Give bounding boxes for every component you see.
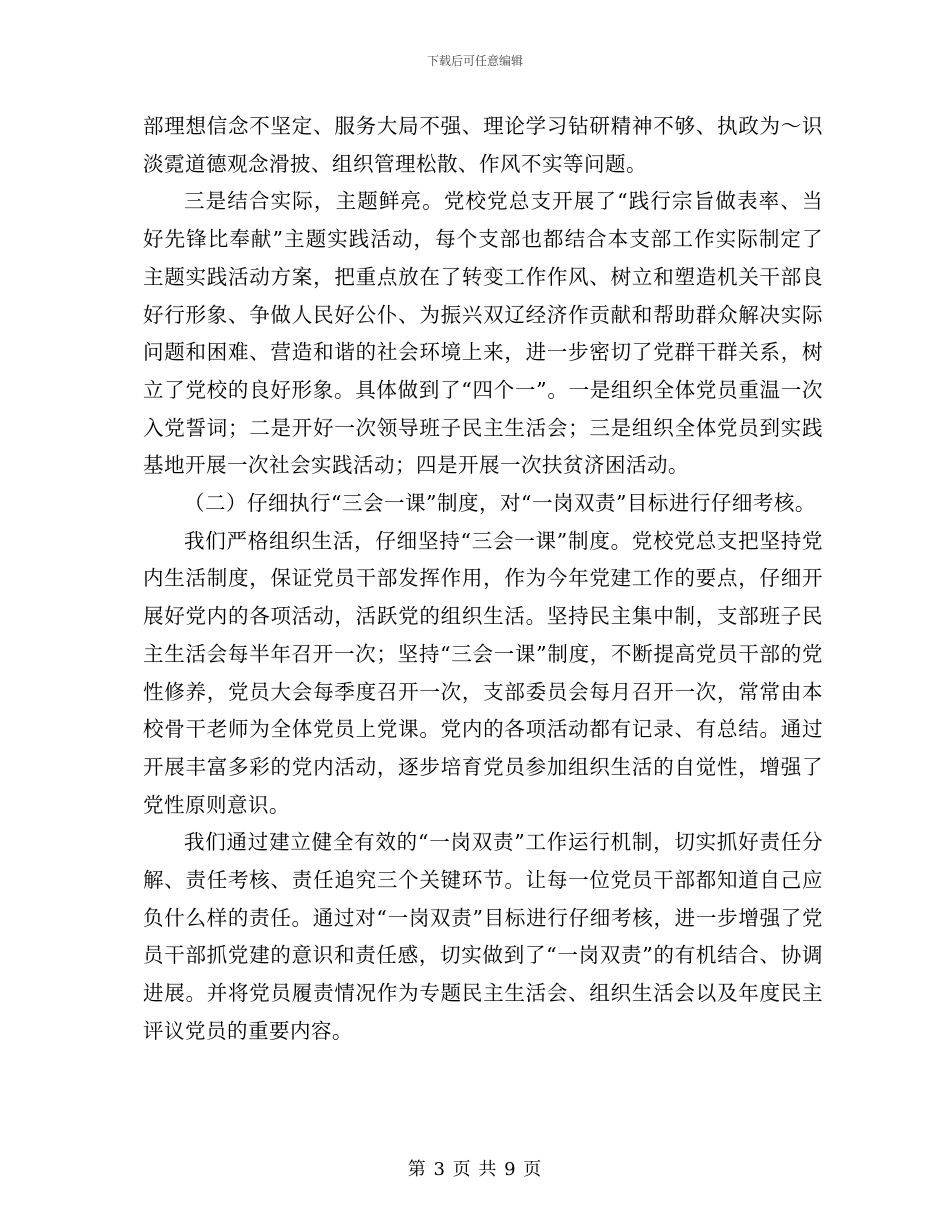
document-body bbox=[143, 108, 823, 1051]
paragraph-3: 我们严格组织生活，仔细坚持“三会一课”制度。党校党总支把坚持党内生活制度，保证党员干部发挥作用，作为今年党建工作的要点，仔细开展好党内的各项活动，活跃党的组织生活。坚持民主集中制，支部班子民主生活会每半年召开一次；坚持“三会一课”制度，不断提高党员干部的党性修养，党员大会每季度召开一次，支部委员会每月召开一次，常常由本校骨干老师为全体党员上党课。党内的各项活动都有记录、有总结。通过开展丰富多彩的党内活动，逐步培育党员参加组织生活的自觉性，增强了党性原则意识。 bbox=[143, 528, 823, 817]
paragraph-1: 部理想信念不坚定、服务大局不强、理论学习钻研精神不够、执政为～识淡霓道德观念滑披、组织管理松散、作风不实等问题。 bbox=[143, 114, 823, 176]
paragraph-2: 三是结合实际，主题鲜亮。党校党总支开展了“践行宗旨做表率、当好先锋比奉献”主题实践活动，每个支部也都结合本支部工作实际制定了主题实践活动方案，把重点放在了转变工作作风、树立和塑造机关干部良好行形象、争做人民好公仆、为振兴双辽经济作贡献和帮助群众解决实际问题和困难、营造和谐的社会环境上来，进一步密切了党群干群关系，树立了党校的良好形象。具体做到了“四个一”。一是组织全体党员重温一次入党誓词；二是开好一次领导班子民主生活会；三是组织全体党员到实践基地开展一次社会实践活动；四是开展一次扶贫济困活动。 bbox=[143, 189, 823, 478]
paragraph-4: 我们通过建立健全有效的“一岗双责”工作运行机制，切实抓好责任分解、责任考核、责任追究三个关键环节。让每一位党员干部都知道自己应负什么样的责任。通过对“一岗双责”目标进行仔细考核，进一步增强了党员干部抓党建的意识和责任感，切实做到了“一岗双责”的有机结合、协调进展。并将党员履责情况作为专题民主生活会、组织生活会以及年度民主评议党员的重要内容。 bbox=[143, 830, 823, 1043]
section-heading-2: （二）仔细执行“三会一课”制度，对“一岗双责”目标进行仔细考核。 bbox=[184, 491, 816, 516]
page-number-footer: 第 3 页 共 9 页 bbox=[407, 1159, 543, 1180]
page-header: 下载后可任意编辑 bbox=[426, 54, 523, 68]
